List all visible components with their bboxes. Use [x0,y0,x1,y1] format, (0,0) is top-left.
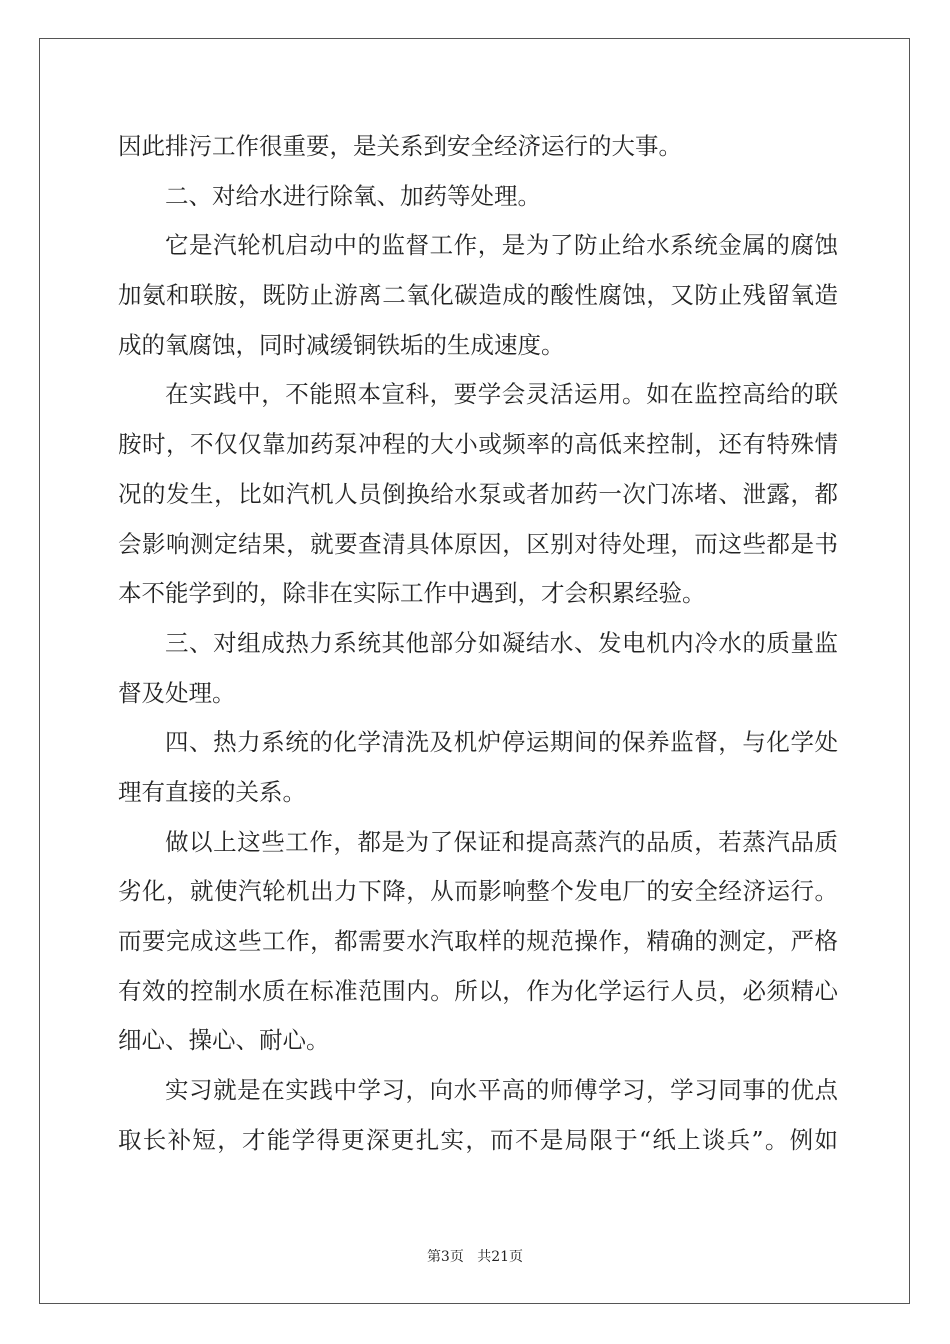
text-line: 本不能学到的，除非在实际工作中遇到，才会积累经验。 [118,579,706,608]
text-line: 细心、操心、耐心。 [118,1026,330,1055]
text-line: 胺时，不仅仅靠加药泵冲程的大小或频率的高低来控制，还有特殊情 [118,430,838,459]
text-line: 实习就是在实践中学习，向水平高的师傅学习，学习同事的优点 [165,1076,838,1105]
text-line: 况的发生，比如汽机人员倒换给水泵或者加药一次门冻堵、泄露，都 [118,479,838,508]
text-line: 会影响测定结果，就要查清具体原因，区别对待处理，而这些都是书 [118,529,838,558]
text-line: 它是汽轮机启动中的监督工作，是为了防止给水系统金属的腐蚀 [165,231,838,260]
text-line: 督及处理。 [118,678,236,707]
text-line: 因此排污工作很重要，是关系到安全经济运行的大事。 [118,132,682,160]
page-footer [0,1246,950,1266]
text-line: 成的氧腐蚀，同时减缓铜铁垢的生成速度。 [118,330,565,359]
text-line: 理有直接的关系。 [118,777,306,806]
page-number-current: 第3页 [426,1249,464,1265]
page-number-total: 共21页 [477,1249,524,1265]
text-line: 有效的控制水质在标准范围内。所以，作为化学运行人员，必须精心 [118,976,838,1005]
document-body [118,122,838,1165]
text-line: 三、对组成热力系统其他部分如凝结水、发电机内冷水的质量监 [165,628,838,657]
text-line: 二、对给水进行除氧、加药等处理。 [165,181,541,210]
text-line: 四、热力系统的化学清洗及机炉停运期间的保养监督，与化学处 [165,728,838,757]
text-line: 做以上这些工作，都是为了保证和提高蒸汽的品质，若蒸汽品质 [165,827,838,856]
text-line: 在实践中，不能照本宣科，要学会灵活运用。如在监控高给的联 [165,380,838,409]
text-line: 劣化，就使汽轮机出力下降，从而影响整个发电厂的安全经济运行。 [118,877,838,906]
text-line: 加氨和联胺，既防止游离二氧化碳造成的酸性腐蚀，又防止残留氧造 [118,281,838,310]
text-line: 而要完成这些工作，都需要水汽取样的规范操作，精确的测定，严格 [118,927,838,955]
text-line: 取长补短，才能学得更深更扎实，而不是局限于“纸上谈兵”。例如 [118,1125,838,1154]
